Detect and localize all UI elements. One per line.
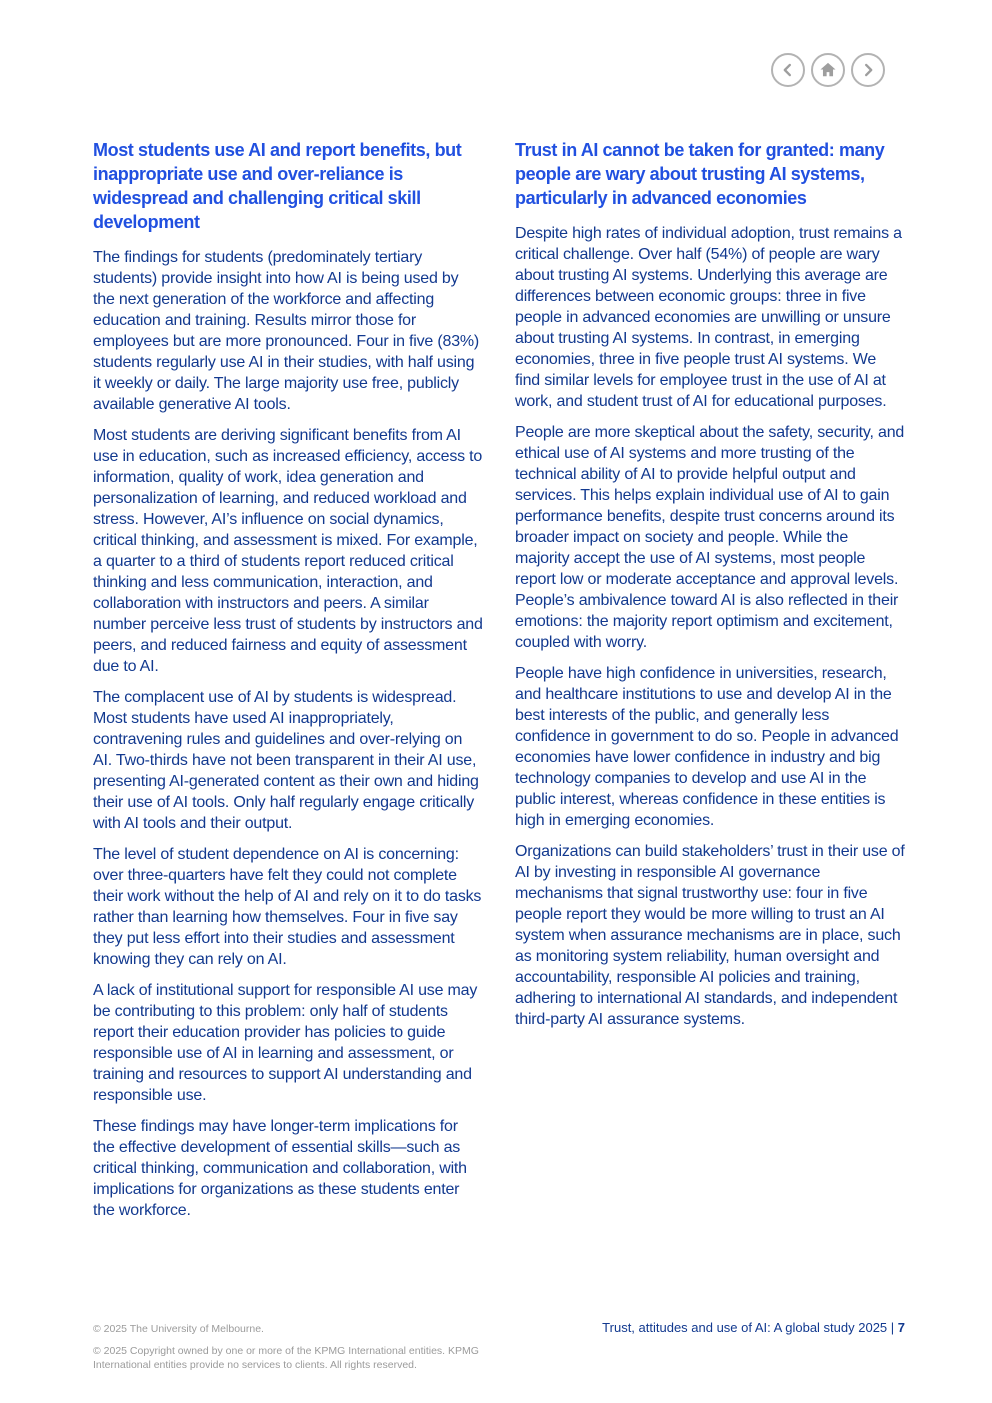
report-title-text: Trust, attitudes and use of AI: A global study 2025 — [602, 1320, 888, 1335]
forward-button[interactable] — [851, 53, 885, 87]
body-paragraph: Most students are deriving significant benefits from AI use in education, such as increased efficiency, access to information, quality of work, idea generation and personalization of learning, and reduced workload and stress. However, AI’s influence on social dynamics, critical thinking, and assessment is mixed. For example, a quarter to a third of students report reduced critical thinking and less communication, interaction, and collaboration with instructors and peers. A similar number perceive less trust of students by instructors and peers, and reduced fairness and equity of assessment due to AI. — [93, 427, 483, 675]
body-paragraph: A lack of institutional support for responsible AI use may be contributing to this problem: only half of students report their education provider has policies to guide responsible use of AI in learning and assessment, or training and resources to support AI understanding and responsible use. — [93, 982, 478, 1104]
home-button[interactable] — [811, 53, 845, 87]
footer-report-title — [602, 1320, 905, 1336]
chevron-right-icon — [857, 59, 879, 81]
body-paragraph: These findings may have longer-term implications for the effective development of essential skills—such as critical thinking, communication and collaboration, with implications for organizations as these students enter the workforce. — [93, 1118, 467, 1219]
body-paragraph: The findings for students (predominately tertiary students) provide insight into how AI is being used by the next generation of the workforce and affecting education and training. Results mirror those for employees but are more pronounced. Four in five (83%) students regularly use AI in their studies, with half using it weekly or daily. The large majority use free, publicly available generative AI tools. — [93, 249, 480, 413]
left-column-heading: Most students use AI and report benefits, but inappropriate use and over-reliance is widespread and challenging critical skill development — [93, 140, 462, 232]
page-number: 7 — [897, 1320, 905, 1335]
body-paragraph: Organizations can build stakeholders’ trust in their use of AI by investing in responsible AI governance mechanisms that signal trustworthy use: four in five people report they would be more willing to trust an AI system when assurance mechanisms are in place, such as monitoring system reliability, human oversight and accountability, responsible AI policies and training, adhering to international AI standards, and independent third-party AI assurance systems. — [515, 843, 905, 1028]
copyright-melbourne: © 2025 The University of Melbourne. — [93, 1323, 264, 1335]
body-paragraph: People are more skeptical about the safety, security, and ethical use of AI systems and more trusting of the technical ability of AI to provide helpful output and services. This helps explain individual use of AI to gain performance benefits, despite trust concerns around its broader impact on society and people. While the majority accept the use of AI systems, most people report low or moderate acceptance and approval levels. People’s ambivalence toward AI is also reflected in their emotions: the majority report optimism and excitement, coupled with worry. — [515, 424, 905, 651]
body-paragraph: Despite high rates of individual adoption, trust remains a critical challenge. Over half (54%) of people are wary about trusting AI systems. Underlying this average are differences between economic groups: three in five people in advanced economies are unwilling or unsure about trusting AI systems. In contrast, in emerging economies, three in five people trust AI systems. We find similar levels for employee trust in the use of AI at work, and student trust of AI for educational purposes. — [515, 225, 902, 410]
page-navigation — [771, 53, 885, 87]
right-column — [515, 138, 905, 1231]
footer-separator: | — [887, 1320, 898, 1335]
left-column — [93, 138, 483, 1231]
home-icon — [817, 59, 839, 81]
right-column-heading: Trust in AI cannot be taken for granted: many people are wary about trusting AI systems, particularly in advanced economies — [515, 140, 885, 208]
content-columns — [93, 138, 905, 1231]
body-paragraph: The level of student dependence on AI is concerning: over three-quarters have felt they could not complete their work without the help of AI and rely on it to do tasks rather than learning how themselves. Four in five say they put less effort into their studies and assessment knowing they can rely on AI. — [93, 846, 482, 968]
body-paragraph: The complacent use of AI by students is widespread. Most students have used AI inappropriately, contravening rules and guidelines and over-relying on AI. Two-thirds have not been transparent in their AI use, presenting AI-generated content as their own and hiding their use of AI tools. Only half regularly engage critically with AI tools and their output. — [93, 689, 479, 832]
copyright-kpmg: © 2025 Copyright owned by one or more of the KPMG International entities. KPMG International entities provide no services to clients. All rights reserved. — [93, 1345, 479, 1371]
back-button[interactable] — [771, 53, 805, 87]
chevron-left-icon — [777, 59, 799, 81]
body-paragraph: People have high confidence in universities, research, and healthcare institutions to use and develop AI in the best interests of the public, and generally less confidence in government to do so. People in advanced economies have lower confidence in industry and big technology companies to develop and use AI in the public interest, whereas confidence in these entities is high in emerging economies. — [515, 665, 899, 829]
